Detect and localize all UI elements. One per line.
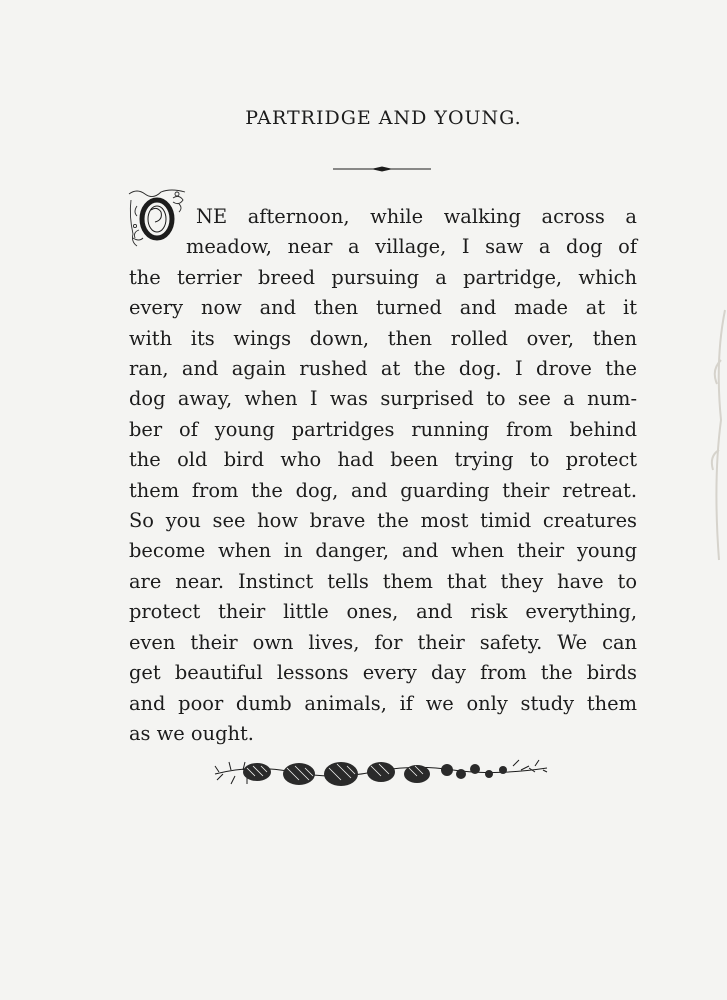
text-line: ber of young partridges running from behind [129, 417, 637, 441]
text-line: protect their little ones, and risk everything, [129, 600, 637, 624]
text-line: So you see how brave the most timid creatures [129, 509, 637, 533]
text-line: the old bird who had been trying to protect [129, 448, 637, 472]
text-line: every now and then turned and made at it [129, 296, 637, 320]
text-line: them from the dog, and guarding their retreat. [129, 478, 637, 502]
diamond-rule-icon [333, 166, 431, 172]
text-line: ran, and again rushed at the dog. I drove the [129, 357, 637, 381]
text-line: NE afternoon, while walking across a [196, 205, 637, 228]
text-line: as we ought. [129, 721, 254, 745]
text-line: get beautiful lessons every day from the birds [129, 661, 637, 685]
page-title: PARTRIDGE AND YOUNG. [245, 107, 522, 129]
text-line: are near. Instinct tells them that they have to [129, 569, 637, 593]
text-line: meadow, near a village, I saw a dog of [186, 235, 637, 259]
text-line: with its wings down, then rolled over, then [129, 326, 637, 350]
text-line: even their own lives, for their safety. We can [129, 630, 637, 654]
page-stain-decoration [697, 300, 727, 600]
text-line: dog away, when I was surprised to see a num- [129, 387, 637, 411]
text-line: and poor dumb animals, if we only study them [129, 691, 637, 715]
text-line: the terrier breed pursuing a partridge, which [129, 265, 637, 289]
body-paragraph [129, 202, 637, 749]
text-line: become when in danger, and when their young [129, 539, 637, 563]
pinecone-garland-ornament-icon [213, 752, 549, 792]
